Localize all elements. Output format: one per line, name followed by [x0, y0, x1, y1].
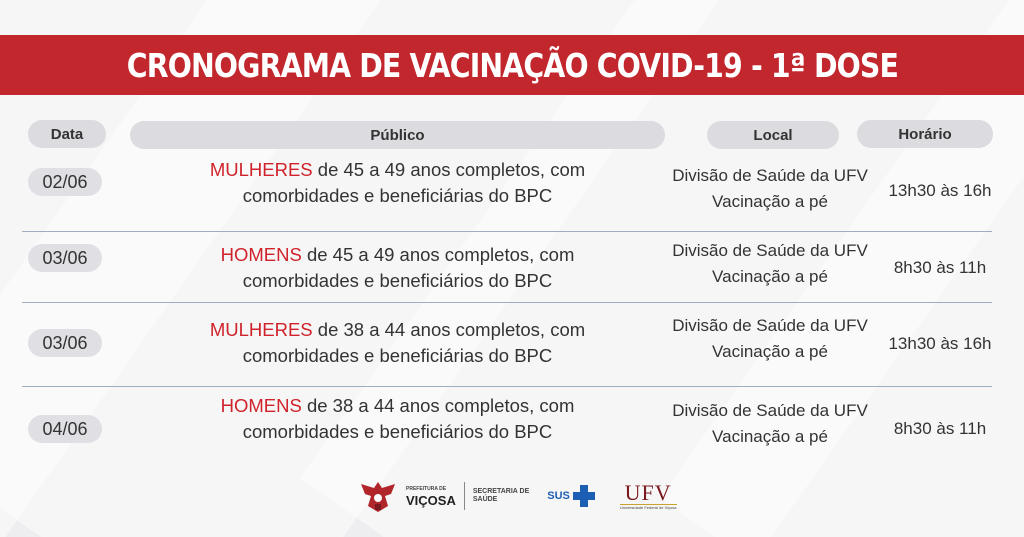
row-publico-line1: de 38 a 44 anos completos, com: [312, 319, 586, 340]
row-publico-line2: comorbidades e beneficiários do BPC: [242, 270, 553, 291]
row-publico-line2: comorbidades e beneficiárias do BPC: [242, 185, 553, 206]
row-publico-line1: de 45 a 49 anos completos, com: [301, 244, 575, 265]
row-highlight: MULHERES: [209, 319, 313, 340]
row-time: 8h30 às 11h: [893, 419, 987, 438]
prefeitura-logo: [355, 478, 456, 514]
sus-text: SUS: [547, 490, 570, 502]
row-local-line2: Vacinação a pé: [712, 192, 828, 211]
header-local: [707, 121, 839, 149]
row-time: 8h30 às 11h: [893, 258, 987, 277]
row-publico: [130, 157, 665, 209]
footer-logos: [355, 476, 677, 516]
plus-cross-icon: [572, 484, 596, 508]
row-date: 03/06: [28, 329, 102, 357]
ufv-logo: [620, 482, 677, 510]
row-local-line1: Divisão de Saúde da UFV: [672, 401, 868, 420]
row-date: 03/06: [28, 244, 102, 272]
eagle-emblem-icon: [355, 478, 401, 514]
header-horario-label: Horário: [898, 125, 952, 143]
header-publico-label: Público: [370, 126, 425, 144]
row-local-line1: Divisão de Saúde da UFV: [672, 241, 868, 260]
row-publico-line1: de 38 a 44 anos completos, com: [301, 395, 575, 416]
row-highlight: MULHERES: [209, 159, 313, 180]
row-publico-line2: comorbidades e beneficiárias do BPC: [242, 345, 553, 366]
row-separator: [22, 231, 992, 232]
header-data-label: Data: [50, 125, 84, 143]
row-publico-line2: comorbidades e beneficiários do BPC: [242, 421, 553, 442]
secretaria-de-text: SECRETARIA DE: [472, 488, 530, 495]
secretaria-logo: [473, 488, 529, 504]
header-data: [28, 120, 106, 148]
row-time: 13h30 às 16h: [888, 181, 992, 200]
row-date: 02/06: [28, 168, 102, 196]
vicosa-text: VIÇOSA: [406, 492, 456, 508]
header-publico: [130, 121, 665, 149]
page-title: CRONOGRAMA DE VACINAÇÃO COVID-19 - 1ª DOSE: [126, 45, 898, 85]
row-separator: [22, 386, 992, 387]
row-local: [665, 398, 875, 450]
row-local: [665, 313, 875, 365]
title-banner: [0, 35, 1024, 95]
row-local-line1: Divisão de Saúde da UFV: [672, 316, 868, 335]
footer-divider: [464, 482, 465, 510]
row-local: [665, 163, 875, 215]
row-publico-line1: de 45 a 49 anos completos, com: [312, 159, 586, 180]
row-local-line2: Vacinação a pé: [712, 427, 828, 446]
row-publico: [130, 317, 665, 369]
row-local-line1: Divisão de Saúde da UFV: [672, 166, 868, 185]
ufv-subtitle: Universidade Federal de Viçosa: [619, 505, 677, 510]
saude-text: SAÚDE: [472, 496, 498, 503]
row-local-line2: Vacinação a pé: [712, 267, 828, 286]
prefeitura-de-text: PREFEITURA DE: [406, 485, 447, 492]
header-local-label: Local: [753, 126, 793, 144]
row-local-line2: Vacinação a pé: [712, 342, 828, 361]
row-highlight: HOMENS: [220, 395, 302, 416]
row-highlight: HOMENS: [220, 244, 302, 265]
row-publico: [130, 242, 665, 294]
sus-logo: [547, 484, 596, 508]
row-time: 13h30 às 16h: [888, 334, 992, 353]
row-date: 04/06: [28, 415, 102, 443]
header-horario: [857, 120, 993, 148]
row-local: [665, 238, 875, 290]
row-publico: [130, 393, 665, 445]
ufv-text: UFV: [624, 480, 672, 505]
row-separator: [22, 302, 992, 303]
